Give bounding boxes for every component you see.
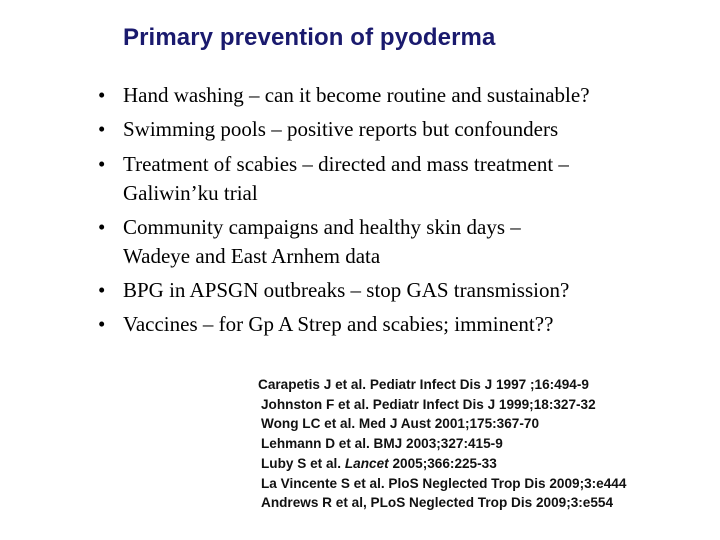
slide-title: Primary prevention of pyoderma bbox=[123, 24, 496, 51]
reference-text: Wong LC et al. Med J Aust 2001;175:367-70 bbox=[261, 416, 540, 432]
bullet-text: Hand washing – can it become routine and sustainable? bbox=[123, 83, 590, 107]
bullet-text: Swimming pools – positive reports but confounders bbox=[123, 117, 559, 142]
reference-text: Johnston F et al. Pediatr Infect Dis J 1999;18:327-32 bbox=[261, 396, 596, 412]
reference-list bbox=[258, 375, 626, 513]
reference-item bbox=[258, 375, 626, 395]
reference-item bbox=[258, 434, 626, 454]
bullet-item bbox=[98, 81, 698, 110]
bullet-text: BPG in APSGN outbreaks – stop GAS transmission? bbox=[123, 278, 570, 303]
reference-journal-italic: Lancet bbox=[344, 455, 389, 471]
bullet-text: Community campaigns and healthy skin days – bbox=[123, 214, 521, 239]
bullet-text-continued: Galiwin’ku trial bbox=[123, 180, 258, 205]
reference-text: Luby S et al. bbox=[261, 455, 345, 471]
bullet-item bbox=[98, 150, 698, 208]
bullet-icon: • bbox=[98, 214, 106, 239]
bullet-item bbox=[98, 276, 698, 305]
reference-text: Lehmann D et al. BMJ 2003;327:415-9 bbox=[261, 436, 503, 452]
reference-item bbox=[258, 474, 626, 494]
bullet-list bbox=[98, 81, 698, 345]
bullet-item bbox=[98, 213, 698, 271]
reference-item bbox=[258, 454, 626, 474]
reference-text: La Vincente S et al. PloS Neglected Trop Dis 2009;3:e444 bbox=[261, 475, 627, 491]
reference-text-tail: 2005;366:225-33 bbox=[388, 455, 497, 471]
bullet-icon: • bbox=[98, 117, 106, 142]
reference-item bbox=[258, 414, 626, 434]
bullet-text-continued: Wadeye and East Arnhem data bbox=[123, 243, 381, 268]
reference-item bbox=[258, 395, 626, 415]
bullet-icon: • bbox=[98, 151, 106, 176]
bullet-text: Vaccines – for Gp A Strep and scabies; imminent?? bbox=[123, 312, 554, 337]
bullet-item bbox=[98, 310, 698, 339]
reference-item bbox=[258, 493, 626, 513]
bullet-icon: • bbox=[98, 312, 106, 337]
reference-text: Andrews R et al, PLoS Neglected Trop Dis 2009;3:e554 bbox=[261, 495, 614, 511]
bullet-item bbox=[98, 115, 698, 144]
bullet-icon: • bbox=[98, 83, 106, 107]
bullet-text: Treatment of scabies – directed and mass treatment – bbox=[123, 151, 569, 176]
bullet-icon: • bbox=[98, 278, 106, 303]
reference-text: Carapetis J et al. Pediatr Infect Dis J 1997 ;16:494-9 bbox=[258, 377, 589, 392]
